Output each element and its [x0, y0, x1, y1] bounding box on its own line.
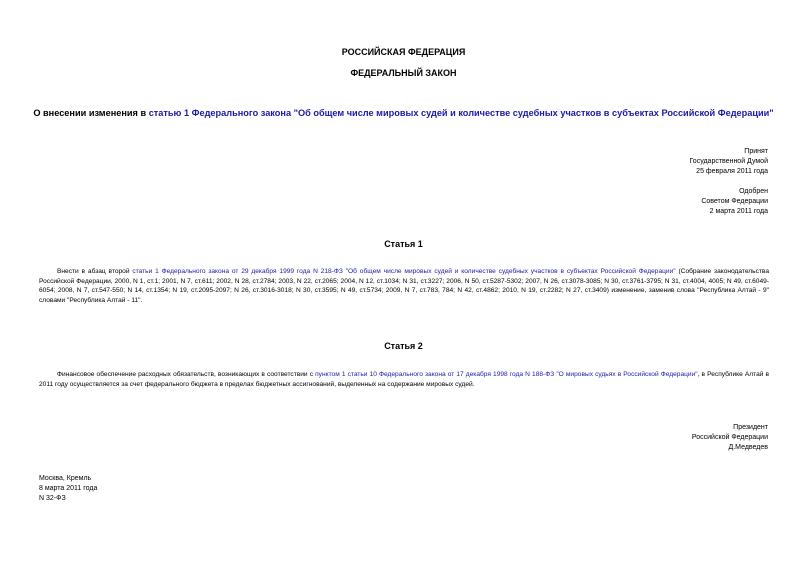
article-2-text	[39, 370, 769, 389]
approved-block	[701, 187, 768, 217]
place-line-2: 8 марта 2011 года	[39, 485, 98, 492]
document-country: РОССИЙСКАЯ ФЕДЕРАЦИЯ	[341, 47, 466, 57]
signature-line-1: Президент	[733, 424, 768, 431]
approved-line-2: Советом Федерации	[701, 198, 768, 205]
document-type: ФЕДЕРАЛЬНЫЙ ЗАКОН	[350, 68, 457, 78]
adopted-line-3: 25 февраля 2011 года	[696, 168, 768, 175]
article-2-heading: Статья 2	[384, 341, 423, 351]
place-line-1: Москва, Кремль	[39, 475, 92, 482]
approved-line-1: Одобрен	[739, 188, 768, 195]
article-1-text	[39, 267, 769, 306]
place-date-block	[39, 474, 97, 504]
article-2-link[interactable]: пунктом 1 статьи 10 Федерального закона от 17 декабря 1998 года N 188-ФЗ "О мировых судьях в Российской Федерации"	[315, 371, 698, 378]
signature-block	[692, 423, 768, 453]
adopted-block	[689, 147, 768, 177]
article-1-text-end: (Собрание законодательства Российской Федерации, 2000, N 1, ст.1; 2001, N 7, ст.611; 2002, N 28, ст.2784; 2003, N 22, ст.2065; 2004, N 12, ст.1034; N 31, ст.3227; 2006, N 50, ст.5287-5302; 2007, N 26, ст.3078-3085; N 30, ст.3761-3795; N 31, ст.4004, 4005; N 49, ст.6049-6054; 2008, N 7, ст.547-550; N 14, ст.1354; N 19, ст.2095-2097; N 26, ст.3016-3018; N 30, ст.3595; N 49, ст.5734; 2009, N 7, ст.783, 784; N 42, ст.4862; 2010, N 19, ст.2282; N 27, ст.3409) изменение, заменив слова "Республика Алтай - 9" словами "Республика Алтай - 11".	[39, 268, 769, 305]
article-1-heading: Статья 1	[384, 239, 423, 249]
title-link[interactable]: статью 1 Федерального закона "Об общем числе мировых судей и количестве судебных участков в субъектах Российской Федерации"	[148, 108, 774, 118]
approved-line-3: 2 марта 2011 года	[709, 208, 768, 215]
place-line-3: N 32-ФЗ	[39, 495, 66, 502]
adopted-line-2: Государственной Думой	[689, 158, 768, 165]
article-1-text-start: Внести в абзац второй	[57, 268, 133, 275]
title-prefix: О внесении изменения в	[33, 108, 149, 118]
article-2-text-end: , в Республике Алтай в 2011 году осуществляется за счет федерального бюджета в пределах бюджетных ассигнований, выделенных на содержание мировых судей.	[39, 371, 770, 388]
article-2-text-start: Финансовое обеспечение расходных обязательств, возникающих в соответствии с	[57, 371, 316, 378]
signature-line-3: Д.Медведев	[728, 444, 768, 451]
document-title	[0, 108, 807, 118]
adopted-line-1: Принят	[744, 148, 768, 155]
article-1-link[interactable]: статьи 1 Федерального закона от 29 декабря 1999 года N 218-ФЗ "Об общем числе мировых судей и количестве судебных участков в субъектах Российской Федерации"	[132, 268, 676, 275]
signature-line-2: Российской Федерации	[691, 434, 768, 441]
